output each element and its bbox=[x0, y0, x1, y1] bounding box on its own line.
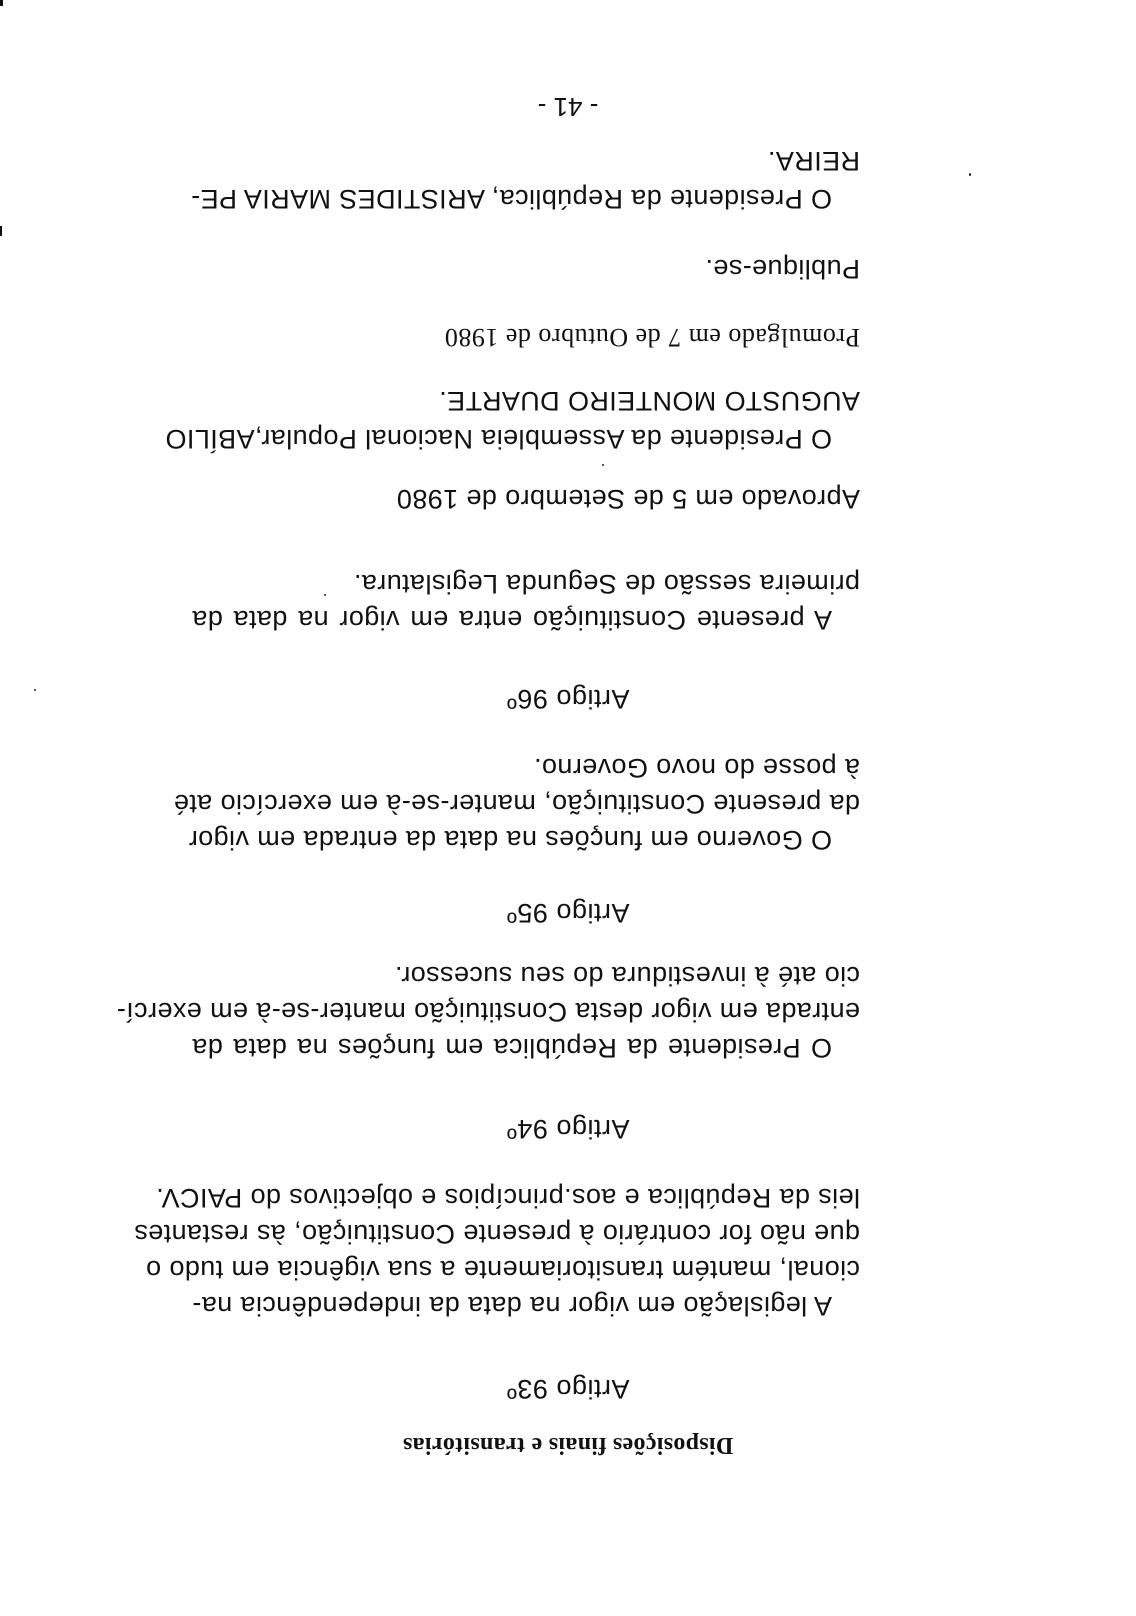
text-line: O Governo em funções na data da entrada em vigor bbox=[188, 825, 832, 855]
approval-date bbox=[192, 480, 860, 518]
article-95-text bbox=[173, 750, 860, 858]
text-line: O Presidente da República em funções na data da bbox=[192, 1033, 832, 1063]
text-line: primeira sessão de Segunda Legislatura. bbox=[353, 569, 860, 599]
article-96-title: Artigo 96º bbox=[506, 684, 630, 714]
scan-edge-mark bbox=[0, 0, 3, 6]
scan-speck bbox=[34, 689, 36, 691]
scan-speck bbox=[324, 594, 326, 596]
scan-speck bbox=[602, 464, 604, 466]
text-line: cional, mantém transitoriamente a sua vigência em tudo o bbox=[145, 1255, 860, 1285]
page-number: - 41 - bbox=[537, 92, 599, 122]
publish-order bbox=[192, 250, 860, 288]
promulgation-date: Promulgado em 7 de Outubro de 1980 bbox=[444, 323, 860, 352]
article-94-text bbox=[116, 958, 860, 1066]
assembly-president-signature bbox=[165, 382, 860, 458]
text-line: à posse do novo Governo. bbox=[533, 753, 860, 783]
article-96-text bbox=[192, 566, 860, 638]
text-line: leis da República e aos.princípios e objectivos do PAICV. bbox=[155, 1183, 860, 1213]
text-line: que não for contrário à presente Constituição, às restantes bbox=[133, 1219, 860, 1249]
text-line: O Presidente da Assembleia Nacional Popular,ABÍLIO bbox=[165, 424, 832, 454]
text-line: Publique-se. bbox=[705, 254, 860, 284]
article-94-title: Artigo 94º bbox=[506, 1114, 630, 1144]
text-line: A legislação em vigor na data da independência na- bbox=[192, 1291, 832, 1321]
text-line: entrada em vigor desta Constituição manter-se-à em exercí- bbox=[116, 997, 860, 1027]
text-line: cio até à investidura do seu sucessor. bbox=[394, 961, 860, 991]
scan-edge-mark bbox=[0, 226, 2, 236]
scan-speck bbox=[969, 173, 971, 176]
article-95-title: Artigo 95º bbox=[506, 898, 630, 928]
republic-president-signature bbox=[192, 142, 860, 218]
text-line: REIRA. bbox=[767, 146, 860, 176]
text-line: AUGUSTO MONTEIRO DUARTE. bbox=[438, 386, 860, 416]
text-line: A presente Constituição entra em vigor na data da bbox=[192, 605, 832, 635]
section-heading: Disposições finais e transitórias bbox=[402, 1432, 734, 1458]
article-93-title: Artigo 93º bbox=[506, 1374, 630, 1404]
text-line: O Presidente da República, ARISTIDES MARIA PE- bbox=[190, 184, 832, 214]
approval-text: Aprovado em 5 de Setembro de 1980 bbox=[396, 484, 860, 514]
text-line: da presente Constituição, manter-se-à em exercício até bbox=[173, 789, 860, 819]
article-93-text bbox=[133, 1180, 860, 1324]
